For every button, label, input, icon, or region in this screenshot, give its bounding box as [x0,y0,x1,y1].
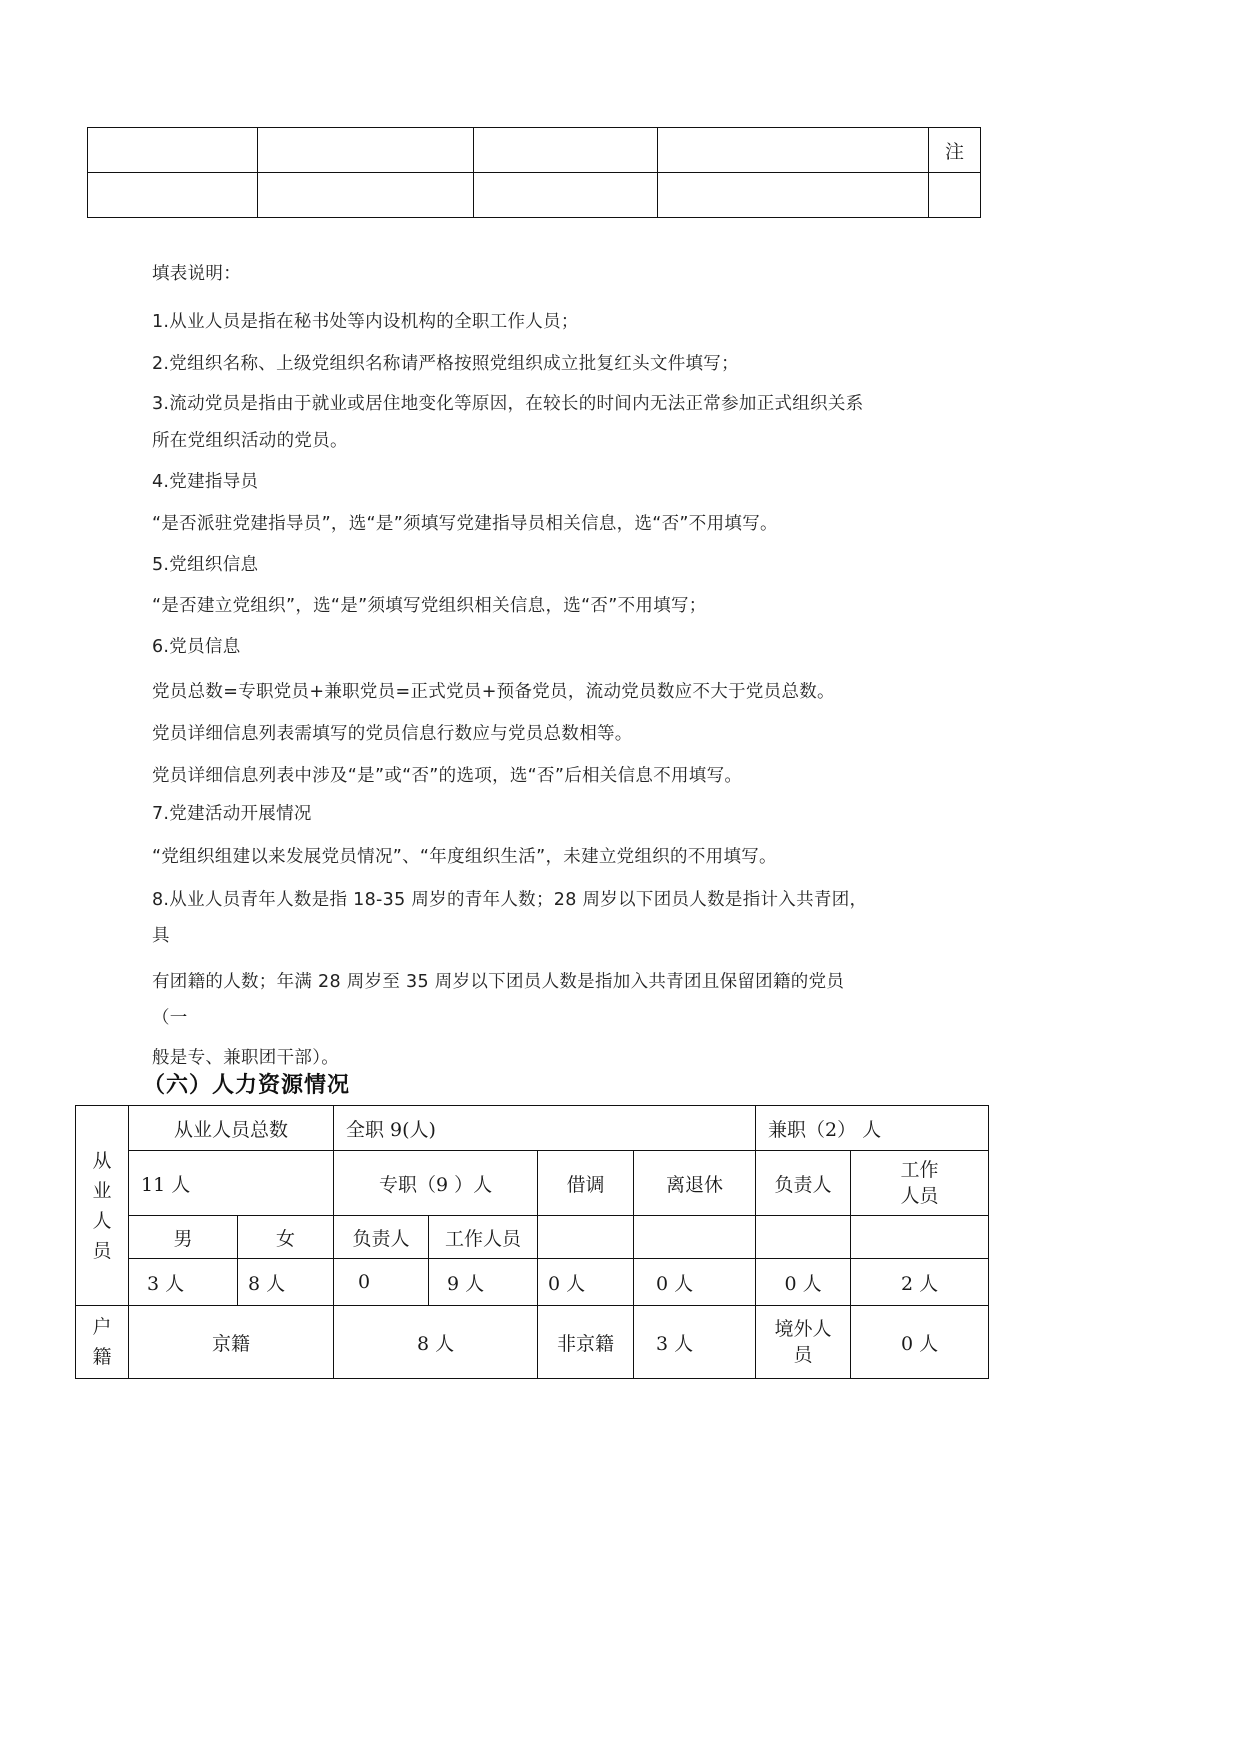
note-line: 5.党组织信息 [152,555,259,575]
beijing-label: 京籍 [129,1306,334,1379]
seconded-count: 0 人 [538,1259,634,1306]
top-table [87,127,981,218]
note-line: 党员详细信息列表需填写的党员信息行数应与党员总数相等。 [152,724,633,744]
note-line: 般是专、兼职团干部）。 [152,1048,340,1068]
note-line: 所在党组织活动的党员。 [152,431,348,451]
table-cell [474,128,658,173]
table-cell [658,173,929,218]
section-title: （六）人力资源情况 [143,1073,351,1098]
staff-group-label: 从 业 人 员 [76,1106,129,1306]
table-cell [88,173,258,218]
table-cell [929,173,981,218]
retired-label: 离退休 [634,1151,756,1216]
fulltime-staff-count: 9 人 [429,1259,538,1306]
table-cell [756,1216,851,1259]
dedicated-label: 专职（9 ）人 [334,1151,538,1216]
table-row [76,1151,989,1216]
table-cell [258,128,474,173]
parttime-leader-label: 负责人 [756,1151,851,1216]
table-cell [258,173,474,218]
male-count: 3 人 [129,1259,238,1306]
note-line: “是否建立党组织”，选“是”须填写党组织相关信息，选“否”不用填写； [152,596,707,616]
male-label: 男 [129,1216,238,1259]
note-line: 2.党组织名称、上级党组织名称请严格按照党组织成立批复红头文件填写； [152,354,739,374]
retired-count: 0 人 [634,1259,756,1306]
note-line: “是否派驻党建指导员”，选“是”须填写党建指导员相关信息，选“否”不用填写。 [152,514,778,534]
female-label: 女 [238,1216,334,1259]
note-line: 党员总数=专职党员+兼职党员=正式党员+预备党员，流动党员数应不大于党员总数。 [152,682,835,702]
table-cell [474,173,658,218]
note-line: 有团籍的人数；年满 28 周岁至 35 周岁以下团员人数是指加入共青团且保留团籍的党员 [152,972,845,992]
seconded-label: 借调 [538,1151,634,1216]
female-count: 8 人 [238,1259,334,1306]
note-line: 3.流动党员是指由于就业或居住地变化等原因，在较长的时间内无法正常参加正式组织关系 [152,394,864,414]
overseas-count: 0 人 [851,1306,989,1379]
table-row [76,1106,989,1151]
fulltime-leader-count: 0 [334,1259,429,1306]
table-cell [851,1216,989,1259]
overseas-label: 境外人员 [756,1306,851,1379]
non-beijing-label: 非京籍 [538,1306,634,1379]
note-line: 4.党建指导员 [152,472,259,492]
parttime-leader-count: 0 人 [756,1259,851,1306]
table-cell [88,128,258,173]
table-row [76,1216,989,1259]
note-line: 6.党员信息 [152,637,241,657]
note-line: 8.从业人员青年人数是指 18-35 周岁的青年人数；28 周岁以下团员人数是指计入共青团， [152,890,868,910]
note-line: （一 [152,1008,188,1028]
parttime-staff-label: 工作人员 [851,1151,989,1216]
instructions-heading: 填表说明： [152,264,241,284]
note-line: 具 [152,926,170,946]
table-cell [634,1216,756,1259]
parttime-staff-count: 2 人 [851,1259,989,1306]
table-cell [538,1216,634,1259]
table-row [88,173,981,218]
household-group-label: 户 籍 [76,1306,129,1379]
table-row [76,1306,989,1379]
fulltime-staff-label: 工作人员 [429,1216,538,1259]
non-beijing-count: 3 人 [634,1306,756,1379]
table-cell [658,128,929,173]
remark-header-cell: 注 [929,128,981,173]
parttime-label: 兼职（2） 人 [756,1106,989,1151]
table-row [88,128,981,173]
note-line: 1.从业人员是指在秘书处等内设机构的全职工作人员； [152,312,579,332]
fulltime-label: 全职 9(人) [334,1106,756,1151]
beijing-count: 8 人 [334,1306,538,1379]
hr-table [75,1105,989,1379]
note-line: 7.党建活动开展情况 [152,804,312,824]
note-line: “党组织组建以来发展党员情况”、“年度组织生活”，未建立党组织的不用填写。 [152,847,777,867]
fulltime-leader-label: 负责人 [334,1216,429,1259]
total-staff-label: 从业人员总数 [129,1106,334,1151]
note-line: 党员详细信息列表中涉及“是”或“否”的选项，选“否”后相关信息不用填写。 [152,766,743,786]
table-row [76,1259,989,1306]
total-staff-value: 11 人 [129,1151,334,1216]
